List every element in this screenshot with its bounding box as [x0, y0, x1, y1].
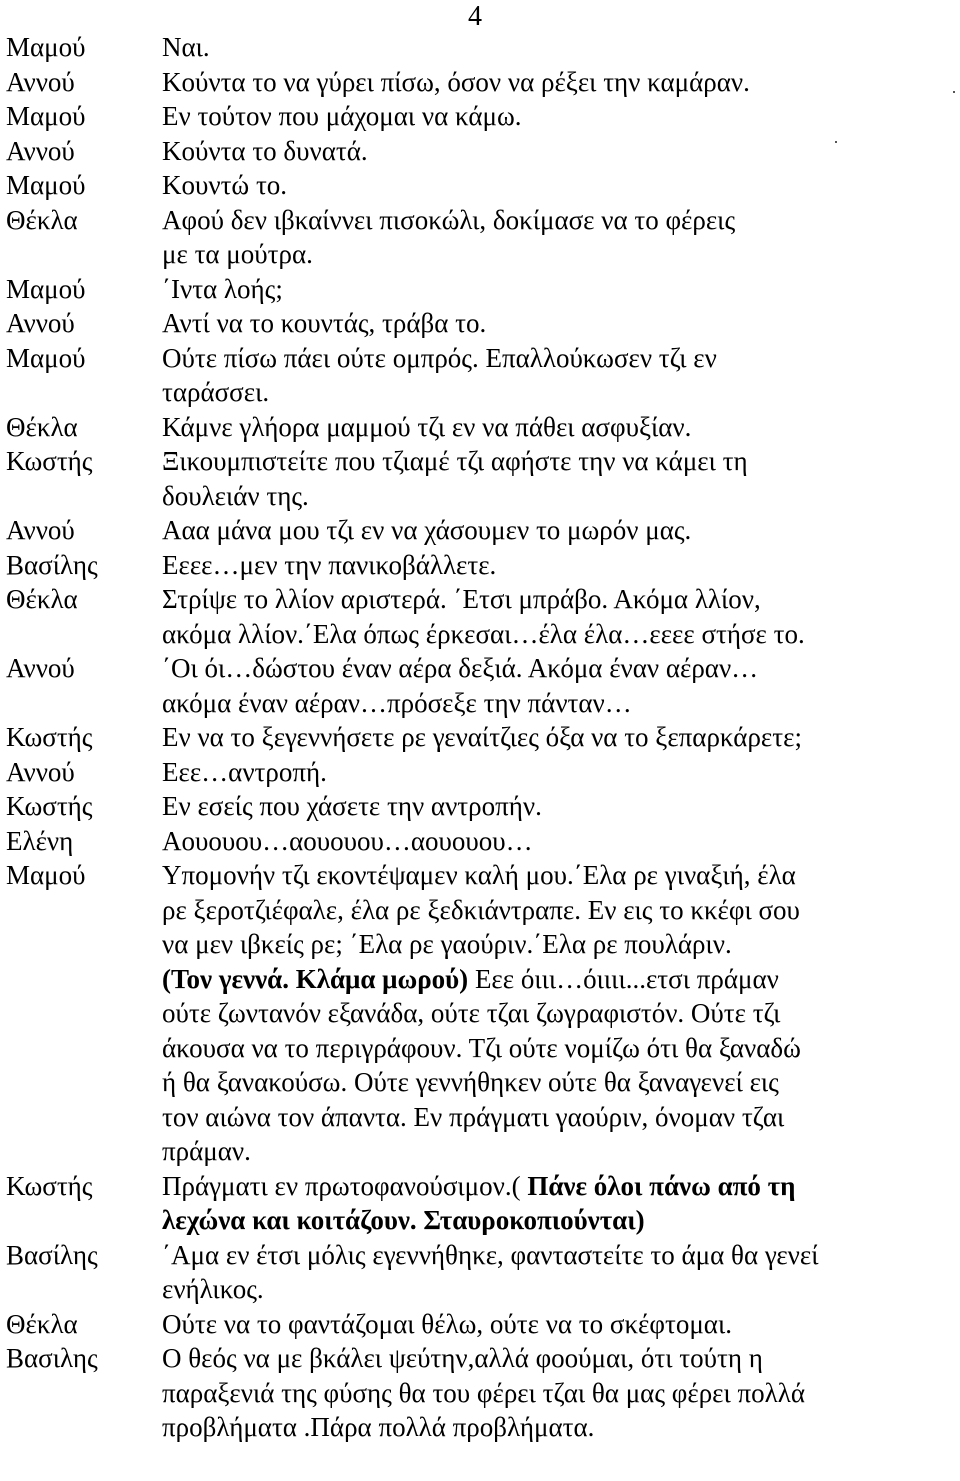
dialogue-entry: [6, 513, 956, 548]
scan-speck: [953, 91, 955, 93]
speech-line: [162, 1031, 956, 1066]
line-text: δουλειάν της.: [162, 480, 309, 511]
speaker-name: Κωστής: [6, 446, 93, 476]
dialogue-entry: [6, 1307, 956, 1342]
line-text: Κούντα το δυνατά.: [162, 135, 368, 166]
speaker-name: Θέκλα: [6, 1308, 78, 1339]
speech-text: [162, 203, 956, 272]
speech-line: [162, 824, 956, 859]
dialogue-entry: [6, 65, 956, 100]
speech-text: [162, 99, 956, 134]
line-text: ή θα ξανακούσω. Ούτε γεννήθηκεν ούτε θα ξαναγενεί εις: [162, 1067, 779, 1097]
speaker-name: Ελένη: [6, 825, 74, 856]
stage-direction: (Τον γεννά. Κλάμα μωρού): [162, 963, 469, 994]
line-text: Κούντα το να γύρει πίσω, όσον να ρέξει την καμάραν.: [162, 66, 750, 97]
speech-line: [162, 375, 956, 410]
line-text: ΄Αμα εν έτσι μόλις εγεννήθηκε, φανταστείτε το άμα θα γενεί: [162, 1239, 819, 1270]
line-text: Εν να το ξεγεννήσετε ρε γεναίτζιες όξα να το ξεπαρκάρετε;: [162, 722, 802, 752]
dialogue-entry: [6, 582, 956, 651]
dialogue-entry: [6, 720, 956, 755]
dialogue-entry: [6, 203, 956, 272]
speaker-name: Αννού: [6, 756, 75, 787]
speaker-name: Μαμού: [6, 101, 86, 131]
speech-text: [162, 582, 956, 651]
speech-line: [162, 1203, 956, 1238]
speaker-name: Μαμού: [6, 342, 86, 373]
speaker-name: Αννού: [6, 66, 75, 97]
speech-text: [162, 513, 956, 548]
dialogue-entry: [6, 341, 956, 410]
line-text: Αουουου…αουουου…αουουου…: [162, 825, 533, 856]
speaker-name: Αννού: [6, 308, 75, 338]
speech-text: [162, 1307, 956, 1342]
speech-line: [162, 1272, 956, 1307]
line-text: Στρίψε το λλίον αριστερά. ΄Ετσι μπράβο. Ακόμα λλίον,: [162, 584, 761, 614]
line-text: πράμαν.: [162, 1136, 251, 1166]
speech-line: [162, 444, 956, 479]
speech-line: [162, 893, 956, 928]
speech-text: [162, 548, 956, 583]
line-text: ΄Ιντα λοής;: [162, 273, 283, 304]
speech-line: [162, 686, 956, 721]
line-text: Εν τούτον που μάχομαι να κάμω.: [162, 101, 522, 131]
line-text: να μεν ιβκείς ρε; ΄Ελα ρε γαούριν.΄Ελα ρε πουλάριν.: [162, 929, 732, 959]
speech-line: [162, 99, 956, 134]
line-text: παραξενιά της φύσης θα του φέρει τζαι θα μας φέρει πολλά: [162, 1377, 805, 1408]
speaker-name: Κωστής: [6, 722, 93, 752]
line-text: Κουντώ το.: [162, 170, 288, 200]
dialogue-entry: [6, 789, 956, 824]
dialogue-entry: [6, 30, 956, 65]
dialogue-entry: [6, 272, 956, 307]
speech-line: [162, 65, 956, 100]
speech-line: [162, 548, 956, 583]
speech-text: [162, 824, 956, 859]
speech-line: [162, 1307, 956, 1342]
speech-line: [162, 168, 956, 203]
line-text: Εεε όιιι…όιιιι...ετσι πράμαν: [468, 963, 779, 994]
line-text: Ααα μάνα μου τζι εν να χάσουμεν το μωρόν μας.: [162, 515, 692, 545]
speaker-name: Θέκλα: [6, 411, 78, 442]
stage-direction: Πάνε όλοι πάνω από τη: [527, 1170, 796, 1201]
page-number: 4: [468, 1, 482, 32]
speech-line: [162, 927, 956, 962]
line-text: Κάμνε γλήορα μαμμού τζι εν να πάθει ασφυξίαν.: [162, 411, 692, 442]
speaker-name: Θέκλα: [6, 204, 78, 235]
speech-text: [162, 410, 956, 445]
speaker-name: Αννού: [6, 135, 75, 166]
line-text: ούτε ζωντανόν εξανάδα, ούτε τζαι ζωγραφιστόν. Ούτε τζι: [162, 998, 781, 1028]
speech-line: [162, 1376, 956, 1411]
speech-text: [162, 755, 956, 790]
line-text: Ο θεός να με βκάλει ψεύτην,αλλά φοούμαι, ότι τούτη η: [162, 1343, 763, 1373]
speech-text: [162, 134, 956, 169]
line-text: Ναι.: [162, 32, 210, 62]
speech-line: [162, 789, 956, 824]
line-text: Εν εσείς που χάσετε την αντροπήν.: [162, 791, 542, 821]
dialogue-entry: [6, 444, 956, 513]
speech-text: [162, 272, 956, 307]
line-text: Αντί να το κουντάς, τράβα το.: [162, 308, 487, 338]
speech-line: [162, 1238, 956, 1273]
speech-line: [162, 617, 956, 652]
speech-line: [162, 582, 956, 617]
dialogue-entry: [6, 1341, 956, 1445]
dialogue-entry: [6, 755, 956, 790]
dialogue-entry: [6, 99, 956, 134]
speech-line: [162, 203, 956, 238]
speech-line: [162, 1100, 956, 1135]
stage-direction: λεχώνα και κοιτάζουν. Σταυροκοπιούνται): [162, 1205, 645, 1235]
speech-line: [162, 410, 956, 445]
speech-text: [162, 1341, 956, 1445]
speech-line: [162, 962, 956, 997]
line-text: Πράγματι εν πρωτοφανούσιμον.(: [162, 1170, 528, 1201]
speaker-name: Μαμού: [6, 32, 86, 62]
line-text: Ξικουμπιστείτε που τζιαμέ τζι αφήστε την να κάμει τη: [162, 446, 748, 476]
speech-line: [162, 1134, 956, 1169]
speech-line: [162, 479, 956, 514]
speech-text: [162, 720, 956, 755]
dialogue-entry: [6, 168, 956, 203]
dialogue-entry: [6, 410, 956, 445]
speaker-name: Κωστής: [6, 1170, 93, 1201]
speech-line: [162, 134, 956, 169]
speech-line: [162, 272, 956, 307]
speech-line: [162, 341, 956, 376]
speech-text: [162, 444, 956, 513]
speech-line: [162, 755, 956, 790]
dialogue-entry: [6, 548, 956, 583]
line-text: άκουσα να το περιγράφουν. Τζι ούτε νομίζω ότι θα ξαναδώ: [162, 1032, 801, 1063]
speech-line: [162, 306, 956, 341]
speaker-name: Αννού: [6, 515, 75, 545]
speaker-name: Μαμού: [6, 170, 86, 200]
speech-text: [162, 858, 956, 1169]
speech-text: [162, 306, 956, 341]
speaker-name: Μαμού: [6, 273, 86, 304]
dialogue-entry: [6, 306, 956, 341]
line-text: Εεεε…μεν την πανικοβάλλετε.: [162, 549, 497, 580]
line-text: με τα μούτρα.: [162, 239, 313, 269]
speech-line: [162, 720, 956, 755]
line-text: ταράσσει.: [162, 377, 270, 407]
speech-line: [162, 651, 956, 686]
speech-line: [162, 1065, 956, 1100]
line-text: ενήλικος.: [162, 1274, 264, 1304]
line-text: Αφού δεν ιβκαίννει πισοκώλι, δοκίμασε να το φέρεις: [162, 204, 736, 235]
line-text: ρε ξεροτζιέφαλε, έλα ρε ξεδκιάντραπε. Εν εις το κκέφι σου: [162, 894, 800, 925]
speaker-name: Θέκλα: [6, 584, 78, 614]
dialogue-entry: [6, 134, 956, 169]
dialogue-entry: [6, 824, 956, 859]
line-text: ακόμα έναν αέραν…πρόσεξε την πάνταν…: [162, 687, 632, 718]
dialogue-entry: [6, 651, 956, 720]
speech-line: [162, 237, 956, 272]
speech-text: [162, 341, 956, 410]
speech-line: [162, 1169, 956, 1204]
speech-text: [162, 789, 956, 824]
speaker-name: Βασίλης: [6, 549, 98, 580]
speech-text: [162, 168, 956, 203]
speech-line: [162, 996, 956, 1031]
scan-speck: [835, 141, 837, 143]
speech-text: [162, 1169, 956, 1238]
speech-line: [162, 513, 956, 548]
dialogue-entry: [6, 1238, 956, 1307]
line-text: τον αιώνα τον άπαντα. Εν πράγματι γαούριν, όνομαν τζαι: [162, 1101, 785, 1132]
speaker-name: Αννού: [6, 653, 75, 683]
speech-line: [162, 1341, 956, 1376]
line-text: ΄Οι όι…δώστου έναν αέρα δεξιά. Ακόμα έναν αέραν…: [162, 653, 759, 683]
speaker-name: Κωστής: [6, 791, 93, 821]
dialogue-entry: [6, 858, 956, 1169]
speech-text: [162, 651, 956, 720]
speech-line: [162, 30, 956, 65]
line-text: Ούτε να το φαντάζομαι θέλω, ούτε να το σκέφτομαι.: [162, 1308, 732, 1339]
dialogue-entry: [6, 1169, 956, 1238]
speaker-name: Μαμού: [6, 860, 86, 890]
line-text: Υπομονήν τζι εκοντέψαμεν καλή μου.΄Ελα ρε γιναξιή, έλα: [162, 860, 796, 890]
line-text: Εεε…αντροπή.: [162, 756, 327, 787]
speech-text: [162, 65, 956, 100]
speaker-name: Βασίλης: [6, 1239, 98, 1270]
line-text: προβλήματα .Πάρα πολλά προβλήματα.: [162, 1412, 595, 1442]
speech-line: [162, 858, 956, 893]
speaker-name: Βασιλης: [6, 1343, 98, 1373]
speech-line: [162, 1410, 956, 1445]
line-text: Ούτε πίσω πάει ούτε ομπρός. Επαλλούκωσεν τζι εν: [162, 342, 717, 373]
speech-text: [162, 1238, 956, 1307]
play-script: [6, 30, 956, 1445]
line-text: ακόμα λλίον.΄Ελα όπως έρκεσαι…έλα έλα…εεεε στήσε το.: [162, 618, 805, 649]
speech-text: [162, 30, 956, 65]
